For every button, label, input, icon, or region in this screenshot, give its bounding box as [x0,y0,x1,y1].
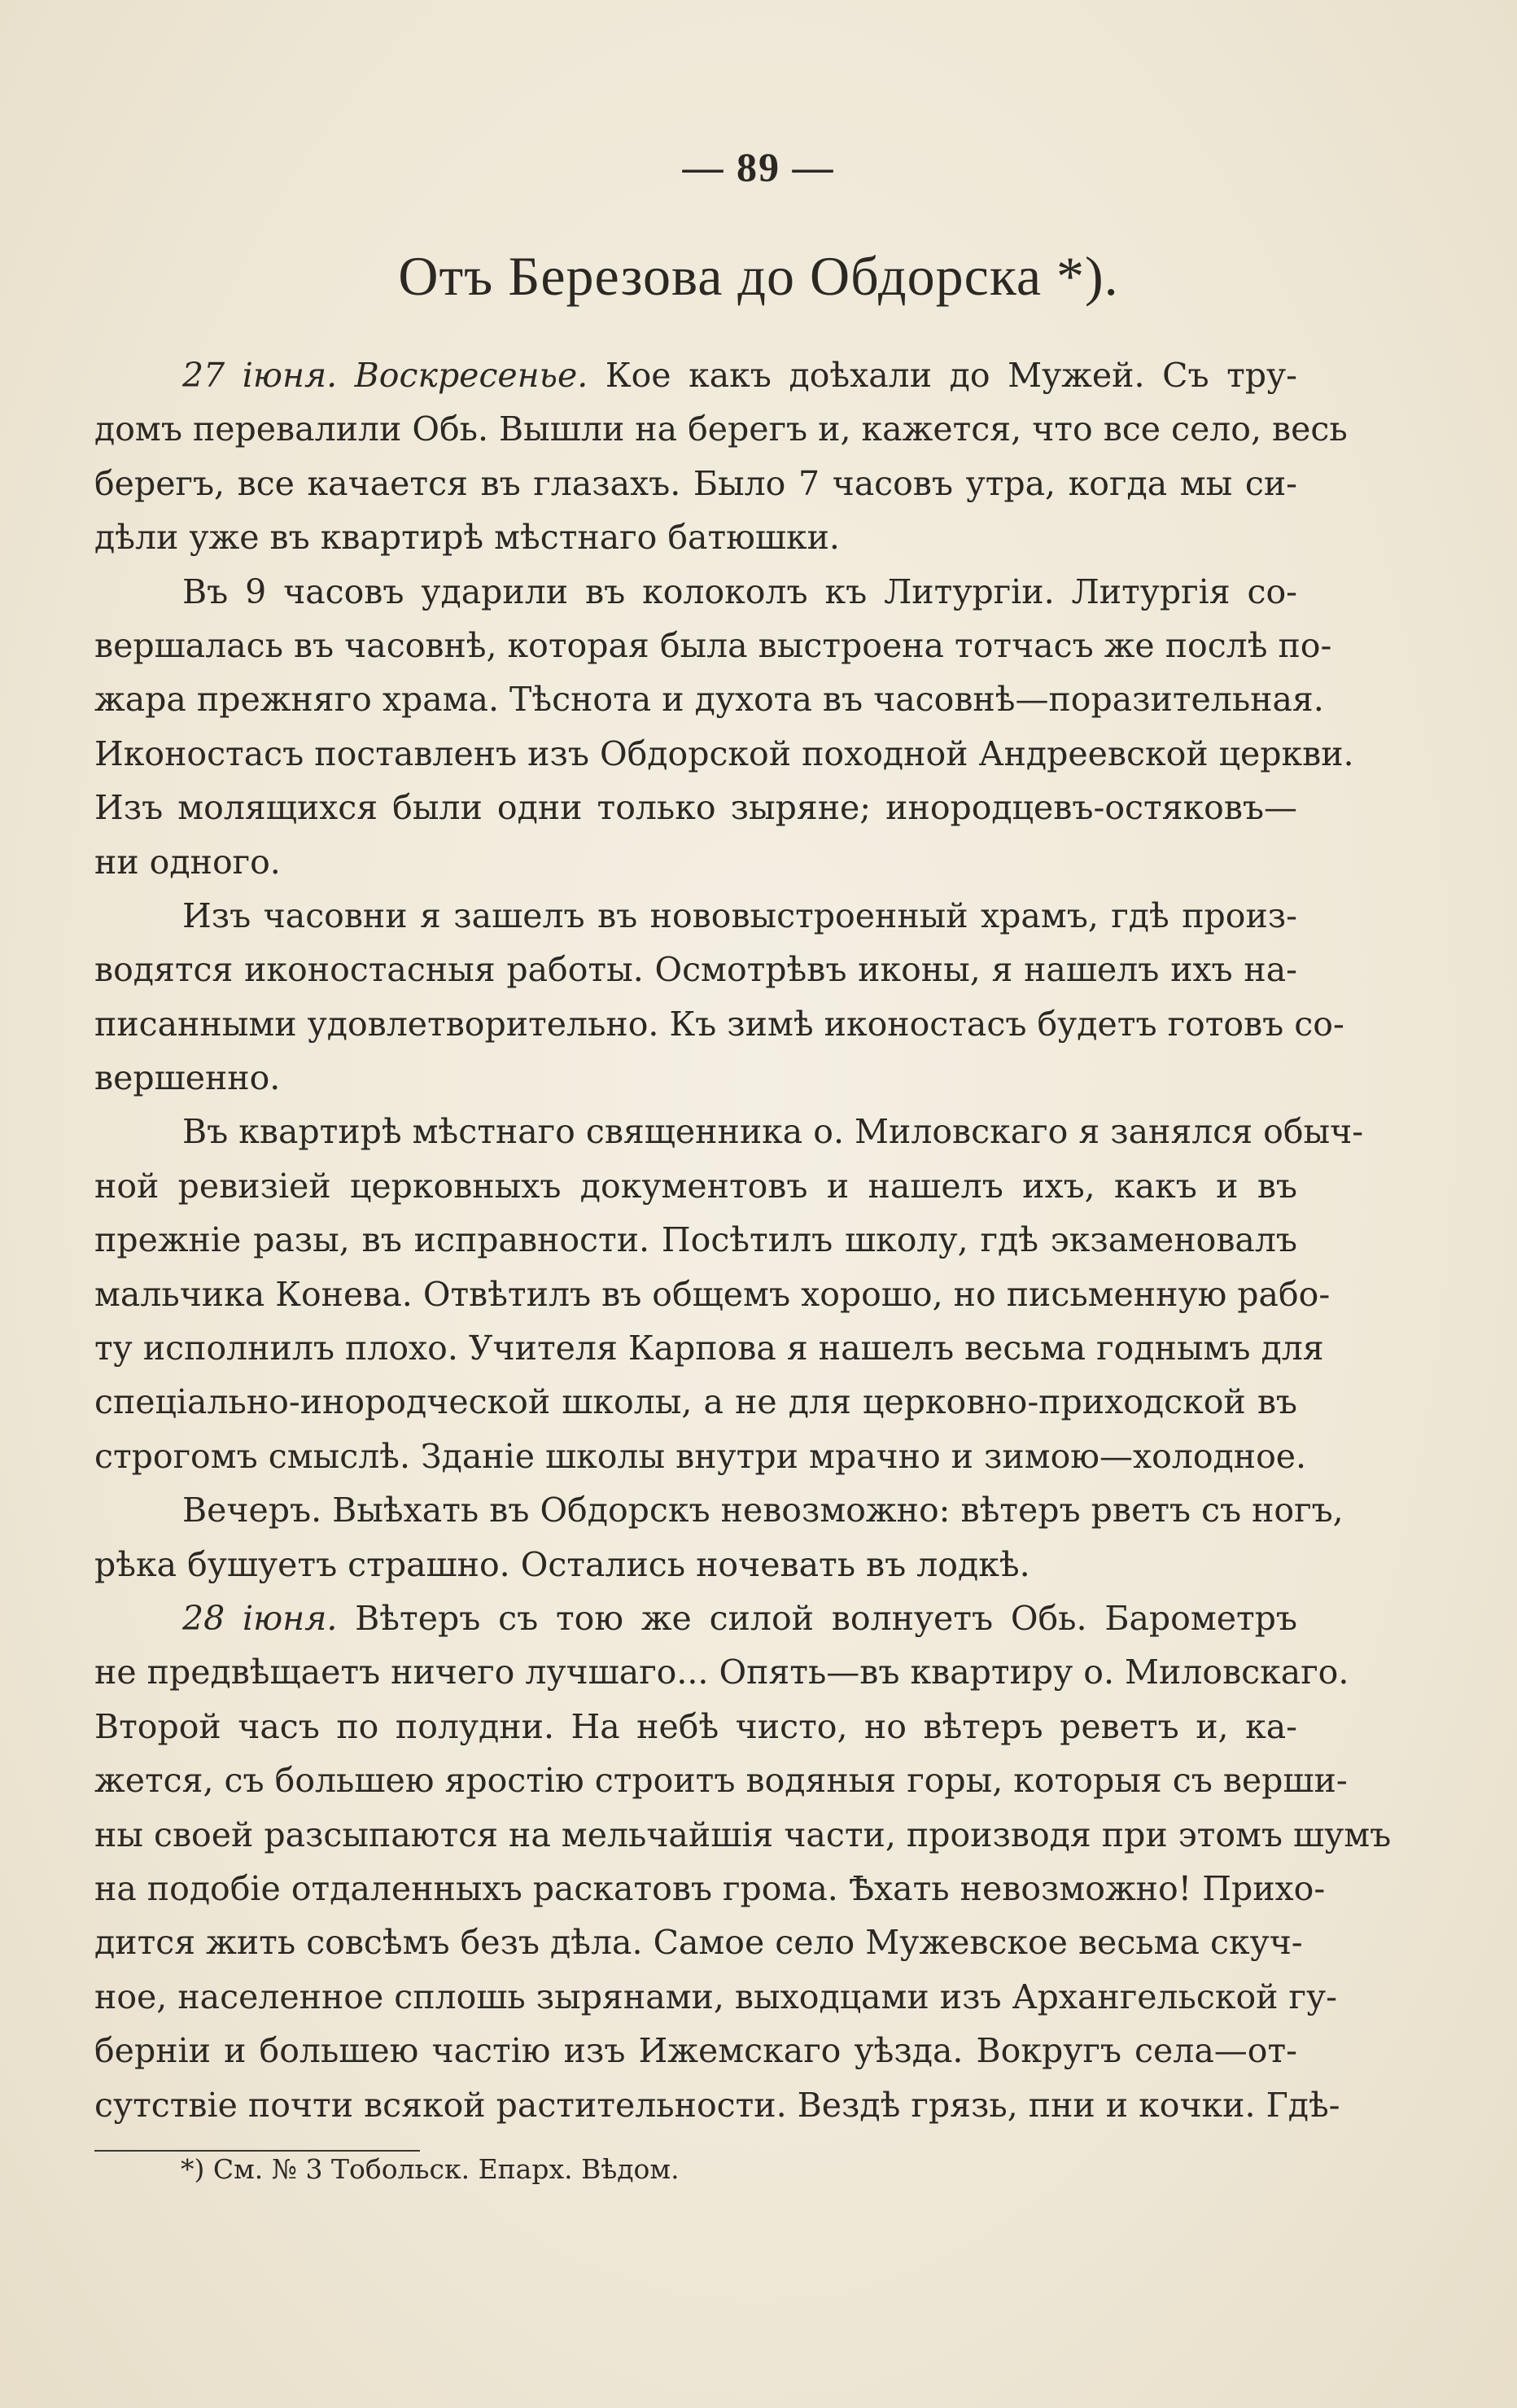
text-line: ное, населенное сплошь зырянами, выходцами изъ Архангельской гу- [94,1977,1337,2016]
text-line: сутствіе почти всякой растительности. Вездѣ грязь, пни и кочки. Гдѣ- [94,2085,1340,2125]
paragraph [94,1483,1344,1591]
entry-date: 28 іюня. [182,1598,338,1638]
text-line: писанными удовлетворительно. Къ зимѣ иконостасъ будетъ готовъ со- [94,1004,1344,1044]
text-line: берегъ, все качается въ глазахъ. Было 7 часовъ утра, когда мы си- [94,463,1297,503]
text-line: Второй часъ по полудни. На небѣ чисто, но вѣтеръ реветъ и, ка- [94,1706,1297,1746]
text-line: мальчика Конева. Отвѣтилъ въ общемъ хорошо, но письменную рабо- [94,1274,1331,1314]
text-line: спеціально-инородческой школы, а не для церковно-приходской въ [94,1382,1297,1422]
text-line: Вечеръ. Выѣхать въ Обдорскъ невозможно: вѣтеръ рветъ съ ногъ, [182,1491,1344,1530]
text-line: Иконостасъ поставленъ изъ Обдорской походной Андреевской церкви. [94,733,1354,773]
text-line: Въ 9 часовъ ударили въ колоколъ къ Литургіи. Литургія со- [182,571,1297,611]
line-text: Вѣтеръ съ тою же силой волнуетъ Обь. Барометръ [337,1598,1297,1638]
text-line [94,1591,1297,1645]
text-line: Изъ часовни я зашелъ въ нововыстроенный храмъ, гдѣ произ- [182,895,1297,935]
text-line: домъ перевалили Обь. Вышли на берегъ и, кажется, что все село, весь [94,409,1348,449]
footnote: *) См. № 3 Тобольск. Епарх. Вѣдом. [181,2153,680,2185]
paragraph [94,889,1344,1105]
text-line: ни одного. [94,842,281,882]
text-line: рѣка бушуетъ страшно. Остались ночевать въ лодкѣ. [94,1544,1030,1584]
body-text [94,348,1392,2132]
paragraph [94,348,1348,565]
text-line: Въ квартирѣ мѣстнаго священника о. Миловскаго я занялся обыч- [182,1112,1364,1152]
text-line: не предвѣщаетъ ничего лучшаго... Опять—въ квартиру о. Миловскаго. [94,1653,1349,1692]
text-line: Изъ молящихся были одни только зыряне; инородцевъ-остяковъ— [94,788,1297,828]
text-line: водятся иконостасныя работы. Осмотрѣвъ иконы, я нашелъ ихъ на- [94,950,1297,990]
line-text: Кое какъ доѣхали до Мужей. Съ тру- [588,356,1298,395]
text-line: прежніе разы, въ исправности. Посѣтилъ школу, гдѣ экзаменовалъ [94,1220,1297,1260]
paragraph [94,565,1354,889]
page-number: — 89 — [682,144,835,190]
text-line: на подобіе отдаленныхъ раскатовъ грома. Ѣхать невозможно! Прихо- [94,1868,1326,1908]
text-line: жара прежняго храма. Тѣснота и духота въ часовнѣ—поразительная. [94,680,1324,720]
paragraph [94,1105,1364,1483]
text-line: вершалась въ часовнѣ, которая была выстроена тотчасъ же послѣ по- [94,625,1332,665]
page-title: Отъ Березова до Обдорска *). [398,245,1119,307]
paragraph [94,1591,1392,2132]
entry-date: 27 іюня. Воскресенье. [182,356,588,395]
text-line: строгомъ смыслѣ. Зданіе школы внутри мрачно и зимою—холодное. [94,1436,1307,1476]
text-line: дится жить совсѣмъ безъ дѣла. Самое село Мужевское весьма скуч- [94,1923,1303,1963]
text-line: ту исполнилъ плохо. Учителя Карпова я нашелъ весьма годнымъ для [94,1329,1324,1368]
text-line: жется, съ большею яростію строитъ водяныя горы, которыя съ верши- [94,1761,1348,1801]
text-line: берніи и большею частію изъ Ижемскаго уѣзда. Вокругъ села—от- [94,2031,1297,2071]
text-line: ной ревизіей церковныхъ документовъ и нашелъ ихъ, какъ и въ [94,1166,1297,1206]
text-line [94,348,1297,402]
text-line: ны своей разсыпаются на мельчайшія части, производя при этомъ шумъ [94,1815,1392,1854]
text-line: дѣли уже въ квартирѣ мѣстнаго батюшки. [94,518,840,558]
footnote-divider [94,2150,420,2152]
text-line: вершенно. [94,1058,281,1098]
